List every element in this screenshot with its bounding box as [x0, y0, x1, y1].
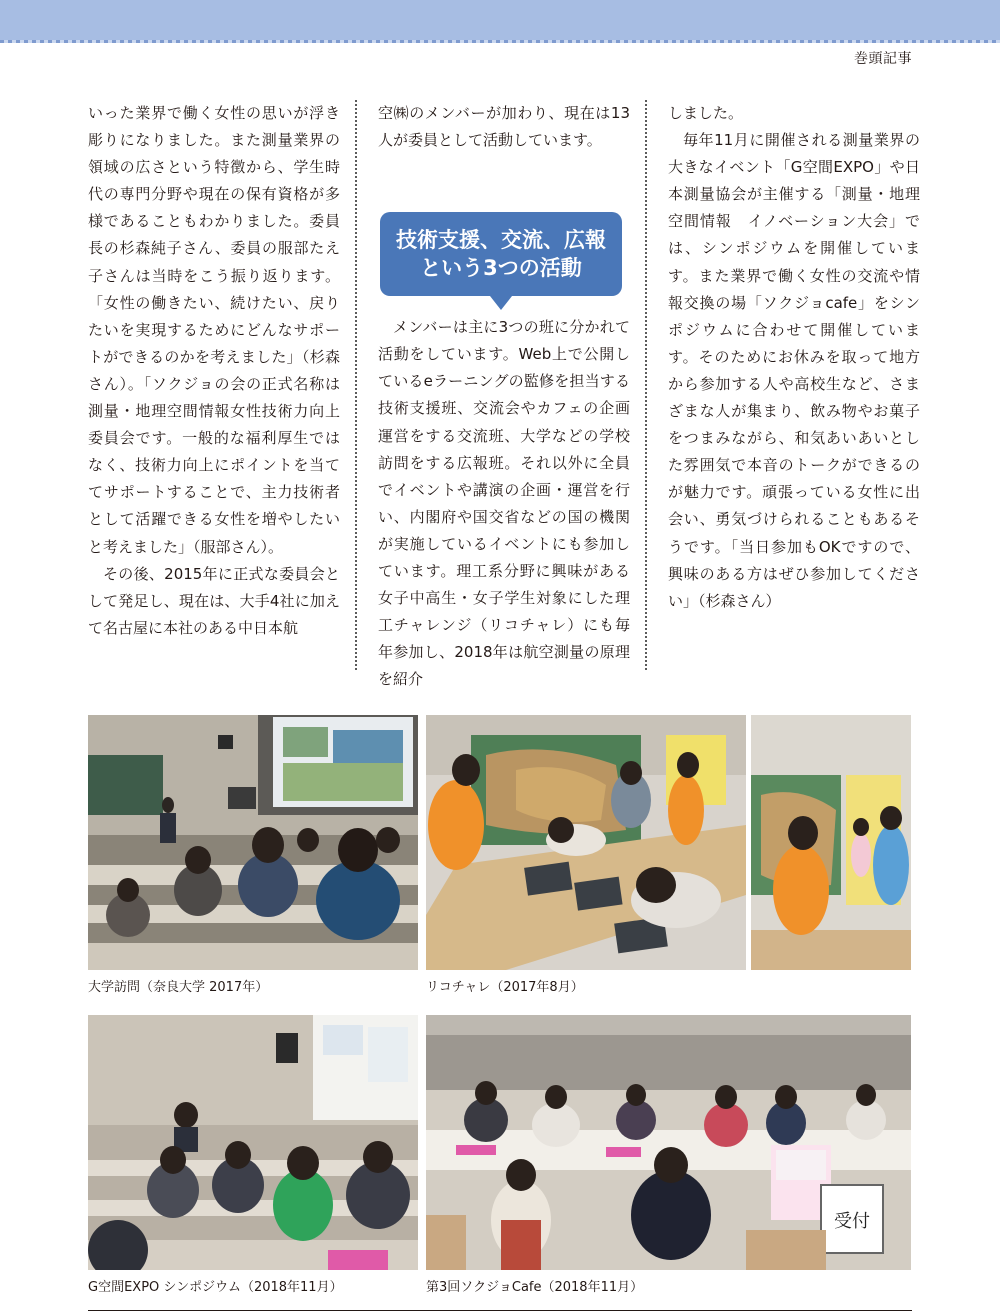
column-divider-2 — [645, 100, 647, 670]
section-heading-line-2: という3つの活動 — [420, 256, 582, 281]
article-column-3 — [668, 100, 920, 680]
photo-expo-symposium — [88, 1015, 418, 1270]
column3-paragraph-2: 毎年11月に開催される測量業界の大きなイベント「G空間EXPO」や日本測量協会が主催する「測量・地理空間情報 イノベーション大会」では、シンポジウムを開催しています。また業界で働く女性の交流や情報交換の場「ソクジョcafe」をシンポジウムに合わせて開催しています。そのためにお休みを取って地方から参加する人や高校生など、さまざまな人が集まり、飲み物やお菓子をつまみながら、和気あいあいとした雰囲気で本音のトークができるのが魅力です。頑張っている女性に出会い、勇気づけられることもあるそうです。「当日参加もOKですので、興味のある方はぜひ参加してください」（杉森さん） — [668, 131, 920, 610]
column2-paragraph-1: 空㈱のメンバーが加わり、現在は13人が委員として活動しています。 — [378, 104, 630, 150]
photo-rikochalle-main — [426, 715, 746, 970]
caption-expo-symposium: G空間EXPO シンポジウム（2018年11月） — [88, 1280, 343, 1295]
article-column-1 — [88, 100, 340, 680]
column3-paragraph-1: しました。 — [668, 104, 744, 122]
header-band — [0, 0, 1000, 40]
column1-paragraph-1: いった業界で働く女性の思いが浮き彫りになりました。また測量業界の領域の広さという特徴から、学生時代の専門分野や現在の保有資格が多様であることもわかりました。委員長の杉森純子さん、委員の服部たえ子さんは当時をこう振り返ります。「女性の働きたい、続けたい、戻りたいを実現するためにどんなサポートができるのかを考えました」（杉森さん）。「ソクジョの会の正式名称は測量・地理空間情報女性技術力向上委員会です。一般的な福利厚生ではなく、技術力向上にポイントを当ててサポートすることで、主力技術者として活躍できる女性を増やしたいと考えました」（服部さん）。 — [88, 104, 340, 556]
article-column-2 — [378, 100, 630, 689]
section-heading-bubble — [380, 212, 622, 296]
section-heading-line-1: 技術支援、交流、広報 — [396, 228, 606, 253]
reception-sign-text: 受付 — [834, 1211, 870, 1232]
section-tag: 巻頭記事 — [854, 51, 912, 67]
caption-rikochalle: リコチャレ（2017年8月） — [426, 980, 584, 995]
header-stripe — [0, 40, 1000, 43]
column1-paragraph-2: その後、2015年に正式な委員会として発足し、現在は、大手4社に加えて名古屋に本社のある中日本航 — [88, 564, 340, 637]
photo-rikochalle-side — [751, 715, 911, 970]
column2-paragraph-2: メンバーは主に3つの班に分かれて活動をしています。Web上で公開しているeラーニングの監修を担当する技術支援班、交流会やカフェの企画運営をする交流班、大学などの学校訪問をする広報班。それ以外に全員でイベントや講演の企画・運営を行い、内閣府や国交省などの国の機関が実施しているイベントにも参加しています。理工系分野に興味がある女子中高生・女子学生対象にした理工チャレンジ（リコチャレ）にも毎年参加し、2018年は航空測量の原理を紹介 — [378, 318, 630, 689]
column-divider-1 — [355, 100, 357, 670]
footer-rule — [88, 1310, 912, 1311]
photo-sokujo-cafe — [426, 1015, 911, 1270]
caption-university-visit: 大学訪問（奈良大学 2017年） — [88, 980, 269, 995]
caption-sokujo-cafe: 第3回ソクジョCafe（2018年11月） — [426, 1280, 644, 1295]
photo-university-visit — [88, 715, 418, 970]
